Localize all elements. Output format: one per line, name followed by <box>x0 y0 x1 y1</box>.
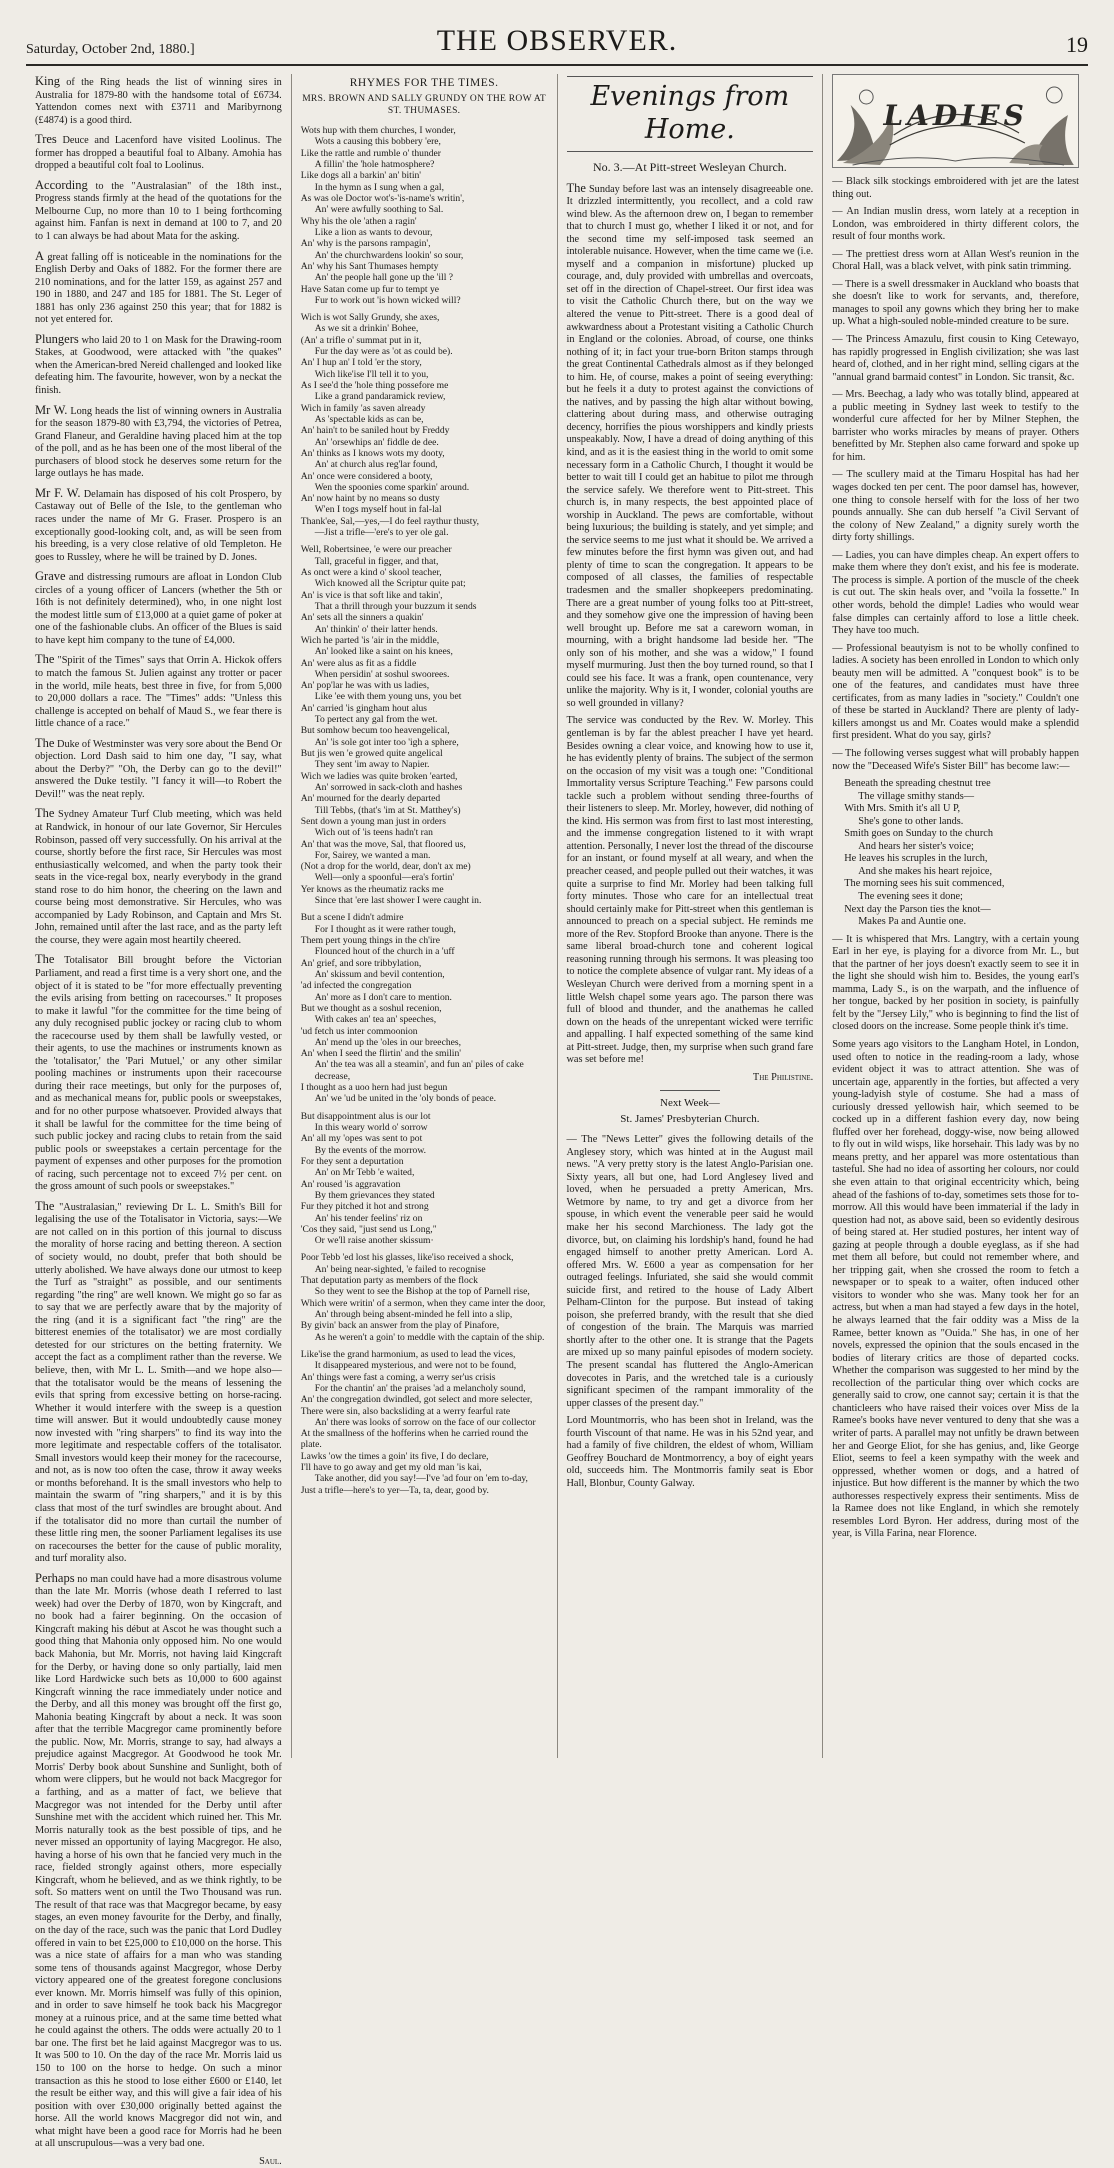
paragraph-text: — There is a swell dressmaker in Auckland who boasts that she doesn't like to work for servants, and, therefore, manages to spoil any gowns which they bring her to make up. What a high-souled noble-minded creature to be sure. <box>832 278 1079 328</box>
newspaper-title: THE OBSERVER. <box>436 24 678 57</box>
poem-stanza <box>301 544 548 906</box>
verse-line: An' there was looks of sorrow on the face of our collector <box>314 1416 536 1428</box>
article-paragraph <box>35 652 282 730</box>
verse-line: The evening sees it done; <box>858 890 963 902</box>
verse-line: With cakes an' tea an' speeches, <box>314 1014 437 1026</box>
paragraph-text: Delamain has disposed of his colt Prospero, by Castaway out of Belle of the Isle, to the gentleman who races under the name of Mr G. Fraser. Prospero is an exceptionally good-looking colt, and, as will be seen from his breeding, is a very close relative of old Templeton. He goes to Russley, where he will be trained by D. Jones. <box>35 488 282 563</box>
verse-line: Wen the spoonies come sparkin' around. <box>314 481 470 493</box>
verse-line: Or we'll raise another skissum· <box>314 1235 434 1247</box>
verse-line: An' grief, and sore tribbylation, <box>300 957 422 969</box>
verse-line: —Jist a trifle—'ere's to yer ole gal. <box>314 527 449 539</box>
masthead <box>26 26 1088 66</box>
verse-line: An' we 'ud be united in the 'oly bonds of peace. <box>314 1093 497 1105</box>
column-ladies <box>822 74 1088 1758</box>
lead-word: The <box>35 952 55 967</box>
verse-line: An' the people hall gone up the 'ill ? <box>314 272 454 284</box>
verse-line: An' looked like a saint on his knees, <box>314 646 453 658</box>
verse-line: Them pert young things in the ch'ire <box>300 935 440 947</box>
rhymes-heading: RHYMES FOR THE TIMES. <box>349 77 499 89</box>
article-paragraph <box>35 736 282 802</box>
verse-line: It disappeared mysterious, and were not to be found, <box>314 1360 517 1372</box>
verse-line: For the chantin' an' the praises 'ad a melancholy sound, <box>314 1382 526 1394</box>
paragraph-text: — The Princess Amazulu, first cousin to King Cetewayo, has rapidly progressed in English civilization; she was last heard of, clothed, and in her right mind, selling cigars at the "annual grand barmaid contest" in London. Sic transit, &c. <box>832 334 1079 383</box>
verse-line: But we thought as a soshul recenion, <box>300 1002 442 1014</box>
article-paragraph <box>35 249 282 327</box>
verse-line: As onct were a kind o' skool teacher, <box>300 567 442 579</box>
verse-line: Wich knowed all the Scriptur quite pat; <box>314 578 466 590</box>
verse-line: An' at church alus reg'lar found, <box>314 459 438 471</box>
verse-line: In the hymn as I sung when a gal, <box>314 181 444 193</box>
verse-line: Like'ise the grand harmonium, as used to lead the vices, <box>300 1348 516 1360</box>
ladies-paragraphs-continued <box>832 934 1079 1541</box>
lead-word: The <box>35 806 55 821</box>
verse-line: 'ad infected the congregation <box>300 980 412 992</box>
verse-line: Like the rattle and rumble o' thunder <box>300 147 442 159</box>
verse-line: An' sets all the sinners a quakin' <box>300 612 424 624</box>
paragraph-text: to the "Australasian" of the 18th inst., Progress stands firmly at the head of the quotations for the Melbourne Cup, no more than 10 to 1 being forthcoming against him. Fanfan is next in demand at 100 to 7, and 20 to 1 can always be had about Mata for the asking. <box>35 180 282 243</box>
verse-line: An' why his Sant Thumases hempty <box>300 260 439 272</box>
verse-line: Yer knows as the rheumatiz racks me <box>300 883 444 895</box>
verse-line: I'll have to go away and get my old man 'is kai, <box>300 1462 482 1474</box>
article-paragraph <box>567 1415 814 1490</box>
article-paragraph <box>832 334 1079 384</box>
lead-word: A <box>35 248 45 263</box>
verse-line: An' were awfully soothing to Sal. <box>314 204 444 216</box>
paragraph-text: — The prettiest dress worn at Allan West's reunion in the Choral Hall, was a black velvet, with pink satin trimming. <box>832 248 1079 273</box>
verse-line: As I see'd the 'hole thing possefore me <box>300 380 449 392</box>
verse-line: Poor Tebb 'ed lost his glasses, like'iso received a shock, <box>300 1252 514 1264</box>
paragraph-text: — It is whispered that Mrs. Langtry, with a certain young Earl in her eye, is playing for a divorce from Mr. L., but that the partner of her joys doesn't exactly seem to see it in the light she should wish him to. Besides, the young earl's mamma, Lady S., is on the warpath, and the influence of her tongue, backed by her position in society, is painfully felt by the "Jersey Lily," who is beginning to find the list of closed doors on the increase. Some people think it's time. <box>832 933 1079 1033</box>
article-paragraph <box>832 1039 1079 1541</box>
lead-word: Grave <box>35 569 66 584</box>
verse-line: Well—only a spoonful—era's fortin' <box>314 872 455 884</box>
paragraph-text: great falling off is noticeable in the nominations for the English Derby and Oaks of 1882. For the former there are 210 nominations, and for the latter 159, as against 257 and 190 in 1880, and 247 and 185 for 1881. The St. Leger of 1881 has only 236 against 250 this year; that for 1882 is not yet entered for. <box>35 251 282 326</box>
verse-line: For I thought as it were rather tough, <box>314 923 456 935</box>
verse-line: Thank'ee, Sal,—yes,—I do feel raythur thusty, <box>300 515 480 527</box>
verse-line: An' being near-sighted, 'e failed to recognise <box>314 1263 486 1275</box>
verse-line: An' the churchwardens lookin' so sour, <box>314 249 464 261</box>
verse-line: Like a grand pandaramick review, <box>314 391 446 403</box>
article-paragraph <box>35 178 282 244</box>
article-paragraph <box>832 469 1079 544</box>
paragraph-text: who laid 20 to 1 on Mask for the Drawing-room Stakes, at Goodwood, were attacked with "the quakes" when the American-bred Nereid challenged and looked like defeating him. The favourite, however, won by a neckat the finish. <box>35 334 282 397</box>
verse-line: An' carried 'is gingham hout alus <box>300 702 428 714</box>
verse-line: Wich like'ise I'll tell it to you, <box>314 368 429 380</box>
verse-line: (An' a trifle o' summat put in it, <box>300 334 422 346</box>
evening-paragraphs <box>567 181 814 1067</box>
verse-line: An' mend up the 'oles in our breeches, <box>314 1036 462 1048</box>
paragraph-text: Duke of Westminster was very sore about the Bend Or objection. Lord Dash said to him one day, "I say, what about the Derby?" "Oh, the Derby can go to the devil!" answered the Duke testily. "I fancy it will—to Robert the Devil!" was the neat reply. <box>35 738 282 800</box>
verse-line: Just a trifle—here's to yer—Ta, ta, dear, good by. <box>300 1484 489 1496</box>
verse-line: With Mrs. Smith it's all U P, <box>844 803 961 815</box>
poem <box>301 125 548 1496</box>
lead-word: The <box>35 652 55 667</box>
verse-line: An' the congregation dwindled, got select and more selecter, <box>300 1394 533 1406</box>
article-paragraph <box>832 934 1079 1034</box>
paragraph-text: and distressing rumours are afloat in London Club circles of a young officer of Lancers (whether the 5th or 16th is not definitely determined), who, in one night lost the modest little sum of £13,000 at a quiet game of poker at one of the fashionable clubs. An officer of the Blues is said to have kept him company to the tune of £4,000. <box>35 572 282 646</box>
verse-line: Sent down a young man just in orders <box>300 815 446 827</box>
article-heading: No. 3.—At Pitt-street Wesleyan Church. <box>592 159 787 174</box>
verse-line: An' when I seed the flirtin' and the smilin' <box>300 1048 462 1060</box>
lead-word: The <box>35 1198 55 1213</box>
verse-line: As he weren't a goin' to meddle with the captain of the ship. <box>314 1331 545 1343</box>
verse-line: Take another, did you say!—I've 'ad four on 'em to-day, <box>314 1473 528 1485</box>
verse-line: An' his tender feelins' riz on <box>314 1212 423 1224</box>
paragraph-text: Totalisator Bill brought before the Victorian Parliament, and read a first time is a very short one, and the object of it is stated to be "for more effectually preventing the evils arising from betting on racecourses." It proposes to make it lawful "for the committee for the time being of any duly recognised public jockey or racing club to whom the racecourse used by them shall be lawfully vested, or their agents, to use the machines or instruments known as the 'totalisator,' the 'Pari Mutuel,' or any other similar pooling machines or instruments upon their racecourse during their race meetings, but only for the purposes of, and as mechanical means for, public pools or sweepstakes, and for no other purpose whatsoever. Provided always that it shall be lawful for the committee for the time being of such public jockey and racing clubs to retain from the said public pools or sweepstakes a certain percentage for the payment of expenses and other purposes for the promotion of racing, such percentage not to exceed 7½ per cent. on the gross amount of such pools or sweepstakes." <box>35 955 282 1193</box>
verse-line: An' pop'lar he was with us ladies, <box>300 680 430 692</box>
article-paragraph <box>35 74 282 127</box>
verse-line: An' thinks as I knows wots my dooty, <box>300 447 445 459</box>
rhymes-subheading: MRS. BROWN AND SALLY GRUNDY ON THE ROW AT ST. THUMASES. <box>302 94 547 116</box>
verse-line: Wots a causing this bobbery 'ere, <box>314 136 441 148</box>
verse-line: In this weary world o' sorrow <box>314 1122 428 1134</box>
article-paragraph <box>832 279 1079 329</box>
verse-line: And hears her sister's voice; <box>858 840 974 852</box>
verse <box>832 778 1079 929</box>
paragraph-text: — The "News Letter" gives the following details of the Anglesey story, which was hinted at in the August mail news. "A very pretty story is the latest Anglo-Parisian one. Sixty years, all but one, had Lord Anglesey lived and loved, when he persuaded a pretty American, Mrs. Wetmore by name, to try and get a divorce from her spouse, in which event the venerable peer said he would make her his second Marchioness. The lady got the divorce, but, on claiming his lordship's hand, found he had engaged himself to another pretty American. Lord A. offered Mrs. W. £600 a year as compensation for her outraged feelings. Infuriated, she said she would commit suicide first, and retired to the house of Lady Albert Pelham-Clinton for the purpose. But instead of taking poison, she preferred brandy, with the result that she died of congestion of the brain. The Marquis was married shortly after to the other one. It is strange that the Pagets are mixed up so many painful episodes of modern society. The present scandal has fluttered the Anglo-American dovecotes in Paris, and the wretched tale is a curiously significant specimen of the rampant immorality of the upper classes of the present day." <box>566 1134 814 1409</box>
paragraph-text: Sunday before last was an intensely disagreeable one. It drizzled intermittently, you recollect, and a cold raw wind blew. As the afternoon drew on, I began to remember that to church I must go, whether I liked it or not, and for the second time my self-imposed task seemed an intolerable nuisance. However, when the time came we (i.e. myself and a companion in misfortune) plucked up courage, and, duly provided with umbrellas and overcoats, set off in the direction of Chapel-street. Our first idea was to visit the Catholic Church there, but on the way we altered the venue to Pitt-street. There is a good deal of awkwardness about a Protestant visiting a Catholic Church in England or the colonies. Abroad, of course, one thinks nothing of it; in fact your true-born Briton stamps through the great Continental Cathedrals almost as if they belonged to him. He, of course, makes a point of seeing everything: but he feels it a duty to protest against the convictions of the natives, and by passing the high altar without bowing, clattering about during mass, and otherwise outraging decency, horrifies the pious worshippers and kindly priests unspeakably. Now, I have a dread of doing anything of this kind, and as it is the easiest thing in the world to omit some necessary form in a Catholic Church, I thought it would be better to wait till I could get an habitue to pilot me through the service safely. We therefore went to Pitt-street. This church is, in many respects, the best appointed place of worship in Auckland. The pews are comfortable, without being luxurious; the building is stately, and yet simple; and the service seems to me just what it should be. We arrived a few minutes before the first hymn was given out, and had plenty of time to scan the congregation. It appears to be composed of all classes, the families of respectable tradesmen and the smaller shopkeepers predominating. There are a great number of young folks too at Pitt-street, and they somehow give one the impression of having been well brought up. Before me sat a careworn woman, in mourning, with a bright handsome lad beside her. "The only son of his mother, and she was a widow," I found myself murmuring. Just then the boy turned round, so that I could see his face. It was a frank, open countenance, very unlike the majority. Why is it, I wonder, colonial youths are so well grounded in villany? <box>566 183 814 709</box>
poem-stanza <box>301 125 548 306</box>
verse-line: The morning sees his suit commenced, <box>844 878 1005 890</box>
poem-stanza <box>301 1111 548 1247</box>
article-paragraph <box>35 1571 282 2151</box>
verse-line: An' were alus as fit as a fiddle <box>300 657 417 669</box>
verse-line: Next day the Parson ties the knot— <box>844 903 991 915</box>
verse-line: There were sin, also backsliding at a werry fearful rate <box>300 1405 511 1417</box>
verse-line: An' roused 'is aggravation <box>300 1178 401 1190</box>
verse-line: 'ud fetch us inter commoonion <box>300 1025 418 1037</box>
verse-line: Like 'ee with them young uns, you bet <box>314 691 462 703</box>
column-rhymes <box>291 74 557 1758</box>
divider <box>660 1090 720 1091</box>
paragraph-text: — The following verses suggest what will probably happen now the "Deceased Wife's Sister Bill" has become law:— <box>832 747 1079 772</box>
verse-line: An' that was the move, Sal, that floored us, <box>300 838 466 850</box>
verse-line: Like dogs all a barkin' an' bitin' <box>300 170 422 182</box>
verse-line: Which were writin' of a sermon, when they came inter the door, <box>300 1297 546 1309</box>
verse-line: But somhow becum too heavengelical, <box>300 725 450 737</box>
lead-word: Mr F. W. <box>35 485 81 500</box>
article-paragraph <box>832 249 1079 274</box>
verse-line: They sent 'im away to Napier. <box>314 759 430 771</box>
verse-line: An' now haint by no means so dusty <box>300 493 440 505</box>
article-paragraph <box>832 389 1079 464</box>
verse-line: To pertect any gal from the wet. <box>314 714 438 726</box>
verse-line: An' the tea was all a steamin', and fun an' piles of cake decrease, <box>314 1059 524 1082</box>
article-paragraph <box>832 643 1079 743</box>
verse-line: An' all my 'opes was sent to pot <box>300 1133 423 1145</box>
verse-line: An' is vice is that soft like and takin', <box>300 589 443 601</box>
verse-line: When persidin' at soshul swoorees. <box>314 668 450 680</box>
verse-line: Fur they pitched it hot and strong <box>300 1201 429 1213</box>
verse-line: As we sit a drinkin' Bohee, <box>314 323 419 335</box>
verse-line: Have Satan come up fur to tempt ye <box>300 283 440 295</box>
verse-line: But a scene I didn't admire <box>300 912 404 924</box>
article-paragraph <box>35 806 282 947</box>
verse-line: Why his the ole 'athen a ragin' <box>300 215 417 227</box>
verse-line: (Not a drop for the world, dear, don't ax me) <box>300 861 471 873</box>
paragraph-text: — Mrs. Beechag, a lady who was totally blind, appeared at a public meeting in Sydney last week to testify to the wonderful cure affected for her by Milner Stephen, the barrister who works miracles by means of prayer. Others benefitted by Mr. Stephen also came forward and spoke up for him. <box>832 389 1079 463</box>
verse-line: An' more as I don't care to mention. <box>314 991 452 1003</box>
lead-word: Perhaps <box>35 1570 75 1585</box>
paragraph-text: — Professional beautyism is not to be wholly confined to ladies. A society has been enrolled in London to which only beauty men will be admitted. A "conquest book" is to be one of the features, and candidates must have three certificates, from as many ladies in "society." Couldn't one of these be started in Auckland? There are plenty of lady-killers amongst us and Mr. Coates would make a splendid first president. What do you say, girls? <box>832 642 1079 742</box>
verse-line: An' 'orsewhips an' fiddle de dee. <box>314 436 439 448</box>
sporting-paragraphs <box>35 74 282 2151</box>
paragraph-text: — Black silk stockings embroidered with jet are the latest thing out. <box>832 176 1079 200</box>
verse-line: Well, Robertsinee, 'e were our preacher <box>300 544 452 556</box>
verse-line: Like a lion as wants to devour, <box>314 226 433 238</box>
paragraph-text: Long heads the list of winning owners in Australia for the season 1879-80 with £3,794, the victories of Petrea, Grand Flaneur, and Geraldine having placed him at the top of the poll, and as he has been one of the most liberal of the purchasers of blood stock he deserves some return for the large outlays he has made. <box>35 405 282 480</box>
verse-line: Since that 'ere last shower I were caught in. <box>314 895 482 907</box>
verse-line: I thought as a uoo hern had just begun <box>300 1082 448 1094</box>
next-week-church: St. James' Presbyterian Church. <box>620 1112 760 1125</box>
page-number: 19 <box>1065 32 1088 57</box>
article-paragraph <box>35 1199 282 1566</box>
column-signature: Saul. <box>259 2155 282 2167</box>
verse-line: Wich out of 'is teens hadn't ran <box>314 827 433 839</box>
verse-line: Flounced hout of the church in a 'uff <box>314 946 455 958</box>
ladies-paragraphs <box>832 176 1079 773</box>
verse-line: That deputation party as members of the flock <box>300 1275 478 1287</box>
paragraph-text: "Australasian," reviewing Dr L. L. Smith's Bill for legalising the use of the Totalisator in Victoria, says:—We are not called on in this portion of this journal to discuss the morality of horse racing and betting thereon. A section of society would, no doubt, prefer that both should be utterly abolished. We have always done our utmost to keep the Turf as "straight" as possible, and our sentiments regarding "the ring" are well known. We might go so far as to say that we are perfectly aware that by the majority of the ring (and it is a significant fact "the ring" are the bitterest enemies of the totalisator) we are most cordially detested for our strictures on the betting fraternity. We accept the fact as a compliment rather than the reverse. We believe, then, with Mr L. L. Smith—and we hope also—that the totalisator would be the means of lessening the evils that spring from excessive betting on horse-racing. Whether it would interfere with the sweep is a question time will answer. But it would undoubtedly cause money now invested with "ring sharpers" to find its way into the more legitimate and respectable coffers of the totalisator. Small investors would keep their money for the racecourse, and not, as is now too often the case, throw it away weeks or months beforehand. It is the small investors who help to maintain the swarm of "ring sharpers," and it is by this class that most of the turf swindles are brought about. And if the totalisator did no more than curtail the number of these little ring men, the sooner Parliament legalises its use on racecourses the better for the cause of public morality, and turf morality also. <box>35 1201 282 1565</box>
ladies-banner-word: LADIES <box>883 99 1028 132</box>
verse-line: An' mourned for the dearly departed <box>300 793 441 805</box>
verse-line: At the smallness of the hofferins when he carried round the plate. <box>300 1428 529 1451</box>
verse-line: Fur the day were as 'ot as could be). <box>314 346 453 358</box>
paragraph-text: — An Indian muslin dress, worn lately at a reception in London, was embroidered in thirty different colors, the result of four months work. <box>832 206 1079 243</box>
verse-line: W'en I togs myself hout in fal-lal <box>314 504 442 516</box>
verse-line: 'Cos they said, "just send us Long," <box>300 1223 437 1235</box>
lead-word: The <box>35 735 55 750</box>
column-evenings <box>557 74 823 1758</box>
lead-word: Mr W. <box>35 402 68 417</box>
verse-line: Wots hup with them churches, I wonder, <box>300 125 456 137</box>
verse-line: An' I hup an' I told 'er the story, <box>300 357 422 369</box>
verse-line: An' hain't to be saniled hout by Freddy <box>300 425 450 437</box>
ladies-banner-illustration <box>832 74 1079 168</box>
issue-date: Saturday, October 2nd, 1880.] <box>26 42 195 57</box>
verse-line: As was ole Doctor wot's-'is-name's writin', <box>300 193 465 205</box>
article-paragraph <box>567 715 814 1066</box>
verse-line: An' once were considered a booty, <box>300 470 433 482</box>
verse-line: A fillin' the 'hole hatmosphere? <box>314 159 435 171</box>
verse-line: An' skissum and bevil contention, <box>314 968 445 980</box>
article-paragraph <box>832 206 1079 244</box>
paragraph-text: Some years ago visitors to the Langham Hotel, in London, used often to notice in the reading-room a lady, whose evident object it was to attract attention. She was of uncertain age, apparently in the forties, but affected a very young-ladyish style of costume. She had a mass of curiously dressed yellowish hair, which seemed to be cocked up in a different fashion every day, now being fluffed over her forehead, doggy-wise, now being allowed to fly out in wild wisps, like horsehair. This lady was by no means pretty, and her apparel was more ostentatious than tasteful. She had no idea of assorting her colours, nor could she even attain to that original eccentricity which, being ahead of the fashions of to-day, sometimes sets those for to-morrow. All this would have been immaterial if the lady in question had not, as above said, been so evidently desirous of being stared at. Her studied postures, her intent way of gazing at people through a double eyeglass, as if she had met them all before, but could not remember where, and her tripping gait, when she crossed the room to fetch a newspaper or to speak to a waiter, often induced other visitors to wonder who she was. Many took her for an actress, but when a man had stayed a few days in the hotel, he always learned that the fair oddity was a Miss de la Ramee, better known as "Ouida." She has, in one of her novels, expressed the opinion that the souls encased in the bodies of literary critics are those of departed cocks. Whether the comparison was suggested to her mind by the recollection of the particular thing over which cocks are generally said to crow, one cannot say; certain it is that the chanticleers who have raised their voices over Miss de la Ramee's books have never ventured to deny that she was a writer of parts. A parallel may not unfitly be drawn between her and George Eliot, for she has genius, and, like George Eliot, seems to feel a keen sympathy with the week and oppressed, whether women or dogs, and a hatred of injustice. But how different is the manner by which the two authoresses respectively express their sentiments. Miss de la Ramee does not like England, in which she remotely resembles Lord Byron. Her address, during most of the year, is Villa Farina, near Florence. <box>832 1039 1080 1540</box>
verse-line: He leaves his scruples in the lurch, <box>844 853 988 865</box>
verse-line: Tall, graceful in figger, and that, <box>314 555 439 567</box>
verse-line: Beneath the spreading chestnut tree <box>844 778 991 790</box>
paragraph-text: The service was conducted by the Rev. W. Morley. This gentleman is by far the ablest preacher I have yet heard. Besides owning a clear voice, and knowing how to use it, he has evidently plenty of brains. The subject of the sermon on the occasion of my visit was a tough one: "Conditional Immortality versus Scripture Teaching." Few parsons could tackle such a problem without sending three-fourths of their listeners to sleep. Mr. Morley, however, did nothing of the kind. His sermon was from first to last most interesting, and the immense congregation listened to it with wrapt attention. Personally, I never lost the thread of the discourse for an instant, or found myself at all weary, and when the preacher ceased, and people pulled out their watches, it was quite a surprise to find Mr. Morley had been talking full forty minutes. Those who care for an intellectual treat should certainly make for Pitt-street when this gentleman is announced to preach on a special subject. He reminds me more of the Rev. Stopford Brooke than anyone. There is the same liberal broad-church tone and coherent logical reasoning running through his sermons. It was pleasing too to notice the complete absence of vulgar rant. My ideas of a Wesleyan Church were derived from a morning spent in a little Welsh chapel some years ago. The parson there was full of blood and thunder, and the anathemas he called down on the heads of the unrepentant wicked were terrific and appalling. I half expected something of the same kind at Pitt-street. Judge, then, my surprise when such grand fare was set before me! <box>566 715 814 1066</box>
article-signature: The Philistine. <box>752 1071 814 1083</box>
lead-word: King <box>35 74 60 88</box>
verse-line: Wich he parted 'is 'air in the middle, <box>300 634 440 646</box>
verse-line: By the events of the morrow. <box>314 1144 427 1156</box>
poem-stanza <box>301 912 548 1104</box>
verse-line: An' things were fast a coming, a werry ser'us crisis <box>300 1371 496 1383</box>
lead-word: The <box>566 180 586 195</box>
verse-line: An' 'is sole got inter too 'igh a sphere, <box>314 736 459 748</box>
verse-line: For they sent a depurtation <box>300 1155 404 1167</box>
verse-line: She's gone to other lands. <box>858 815 964 827</box>
verse-line: Makes Pa and Auntie one. <box>858 916 967 928</box>
verse-line: Lawks 'ow the times a goin' its five, I do declare, <box>300 1450 489 1462</box>
verse-line: An' through being absent-minded he fell into a slip, <box>314 1309 513 1321</box>
verse-line: So they went to see the Bishop at the top of Parnell rise, <box>314 1286 530 1298</box>
verse-line: An' sorrowed in sack-cloth and hashes <box>314 781 463 793</box>
column-sporting-notes <box>26 74 291 2167</box>
paragraph-text: no man could have had a more disastrous volume than the late Mr. Morris (whose death I referred to last week) had over the Derby of 1870, won by Kingcraft, and no book had a fairer beginning. On the occasion of Kingcraft making his début at Ascot he was thought such a good thing that Mahonia only opposed him. No one would back Mahonia, but Mr. Morris, not having laid Kingcraft for the Derby, or having done so only partially, laid men like Lord Hardwicke such bets as 10,000 to 600 against Kingcraft winning the race immediately under notice and the Derby, and all this money was brought off the first go, Mahonia beating Kingcraft by about a neck. It was soon after that the terrible Macgregor came prominently before the public. Now, Mr. Morris, strange to say, had always a prejudice against Macgregor. At Goodwood he took Mr. Morris' Derby book about Sunshine and Sunlight, both of whom were clippers, but he would not back Macgregor for a farthing, and as a matter of fact, we believe that Macgregor was not intended for the Derby until after Sunshine met with the accident which ruined her. This Mr. Morris naturally took as the best possible of tips, and he never missed an opportunity of laying Macgregor. He also, having a horse of his own that he fancied very much in the race, fielded strongly against others, more especially Kingcraft, whom he believed, and as we think rightly, to be soft. So matters went on until the Two Thousand was run. The result of that race was that Macgregor became, by easy stages, an even money favourite for the Derby, and finally, on the day of the race, such was the panic that Lord Dudley offered in vain to bet £25,000 to £10,000 on the horse. This was a nice state of affairs for a man who was standing some tens of thousands against Macgregor, whose Derby victory appeared one of the greatest foregone conclusions ever known. Mr. Morris himself was fully of this opinion, and in order to save himself he took back his Macgregor money at a ruinous price, and at the same time betted what he could against the others. The odds were actually 20 to 1 bar one. The first bet he laid against Macgregor was to us. It was 500 to 10. On the day of the race Mr. Morris laid us 150 to 100 on the horse to hedge. On such a minor transaction as this he stood to lose either £600 or £140, let the result be either way, and this will give a fair idea of his position with over £30,000 originally betted against the horse. All the world knows Macgregor did not win, and what might have been a good race for Morris had he been at all unscrupulous—was a very bad one. <box>35 1573 282 2150</box>
verse-line: Wich is wot Sally Grundy, she axes, <box>300 312 440 324</box>
lead-word: Plungers <box>35 331 79 346</box>
article-paragraph <box>567 181 814 711</box>
article-paragraph <box>35 952 282 1193</box>
verse-line: But jis wen 'e growed quite angelical <box>300 748 443 760</box>
paragraph-text: Lord Mountmorris, who has been shot in Ireland, was the fourth Viscount of that name. He was in his 52nd year, and had a family of five children, the eldest of whom, William Geoffrey Bouchard de Montmorrency, a boy of eight years old, succeeds him. The Montmorris family seat is Ebor Hall, Blonbur, County Galway. <box>566 1415 814 1489</box>
columns <box>26 74 1088 2167</box>
verse-line: Fur to work out 'is hown wicked will? <box>314 294 461 306</box>
article-paragraph <box>35 332 282 398</box>
verse-line: An' on Mr Tebb 'e waited, <box>314 1167 415 1179</box>
verse-line: By givin' back an answer from the play of Pinafore, <box>300 1320 500 1332</box>
verse-line: The village smithy stands— <box>858 790 975 802</box>
verse-line: An' why is the parsons rampagin', <box>300 238 431 250</box>
lead-word: Tres <box>35 132 57 147</box>
paragraph-text: Deuce and Lacenford have visited Loolinus. The former has dropped a beautiful foal to Albany. Amohia has dropped a beautiful colt foal to Loolinus. <box>35 135 282 172</box>
article-paragraph <box>832 748 1079 773</box>
article-paragraph <box>35 403 282 481</box>
verse-line: Wich we ladies was quite broken 'earted, <box>300 770 458 782</box>
verse-line: As 'spectable kids as can be, <box>314 413 424 425</box>
verse-line: Till Tebbs, (that's 'im at St. Matthey's) <box>314 804 461 816</box>
lead-word: According <box>35 177 88 192</box>
verse-line: An' thinkin' o' their latter hends. <box>314 623 438 635</box>
section-title: Evenings from Home. <box>567 76 814 152</box>
paragraph-text: — Ladies, you can have dimples cheap. An expert offers to make them where they don't exist, and his fee is moderate. The process is simple. A portion of the muscle of the cheek is cut out. The skin heals over, and "voila la fossette." In other words, behold the dimple! Ladies who would wear false dimples can certainly afford to lose a little cheek. They have too much. <box>832 549 1079 637</box>
next-week-label: Next Week— <box>660 1097 720 1110</box>
article-paragraph <box>35 486 282 564</box>
verse-line: For, Sairey, we wanted a man. <box>314 849 431 861</box>
poem-stanza <box>301 1252 548 1343</box>
verse-line: By them grievances they stated <box>314 1189 435 1201</box>
society-paragraphs <box>567 1134 814 1490</box>
article-paragraph <box>35 132 282 173</box>
paragraph-text: Sydney Amateur Turf Club meeting, which was held at Randwick, in honour of our late Governor, Sir Hercules Robinson, passed off very successfully. On his arrival at the course, shortly before the first race, Sir Hercules was most enthusiastically welcomed, and when the party took their seats in the vice-regal box, nearly everybody in the grand stand rose to do him honor, the cheering on the lawn and course being most demonstrative. Sir Hercules, who was accompanied by Lady Robinson, and Captain and Mrs St. John, remained until after the last race, and as the party left the course, they were again most heartily cheered. <box>35 809 282 946</box>
verse-line: And she makes his heart rejoice, <box>858 865 993 877</box>
article-paragraph <box>832 176 1079 201</box>
poem-stanza <box>301 1349 548 1496</box>
article-paragraph <box>567 1134 814 1410</box>
verse-line: Wich in family 'as saven already <box>300 402 426 414</box>
paragraph-text: — The scullery maid at the Timaru Hospital has had her wages docked ten per cent. The poor damsel has, however, one thing to console herself with for the loss of her two pounds annually. She can dub herself "a Civil Servant of the colony of New Zealand," a dignity surely worth the dirty forty shillings. <box>832 469 1079 544</box>
verse-line: But disappointment alus is our lot <box>300 1110 431 1122</box>
article-paragraph <box>35 569 282 647</box>
paragraph-text: "Spirit of the Times" says that Orrin A. Hickok offers to match the famous St. Julien against any trotter or pacer in the world, mile heats, best three in five, for from 5,000 to 20,000 dollars a race. The "Times" adds: "Unless this challenge is accepted on behalf of Maud S., we fear there is little chance of a race." <box>35 655 282 730</box>
article-paragraph <box>832 550 1079 638</box>
poem-stanza <box>301 312 548 538</box>
verse-line: That a thrill through your buzzum it sends <box>314 600 477 612</box>
paragraph-text: of the Ring heads the list of winning sires in Australia for 1879-80 with the handsome total of £6734. Yattendon comes next with £3711 and Maribyrnong (£4874) is a good third. <box>35 77 282 126</box>
verse-line: Smith goes on Sunday to the church <box>844 828 993 840</box>
